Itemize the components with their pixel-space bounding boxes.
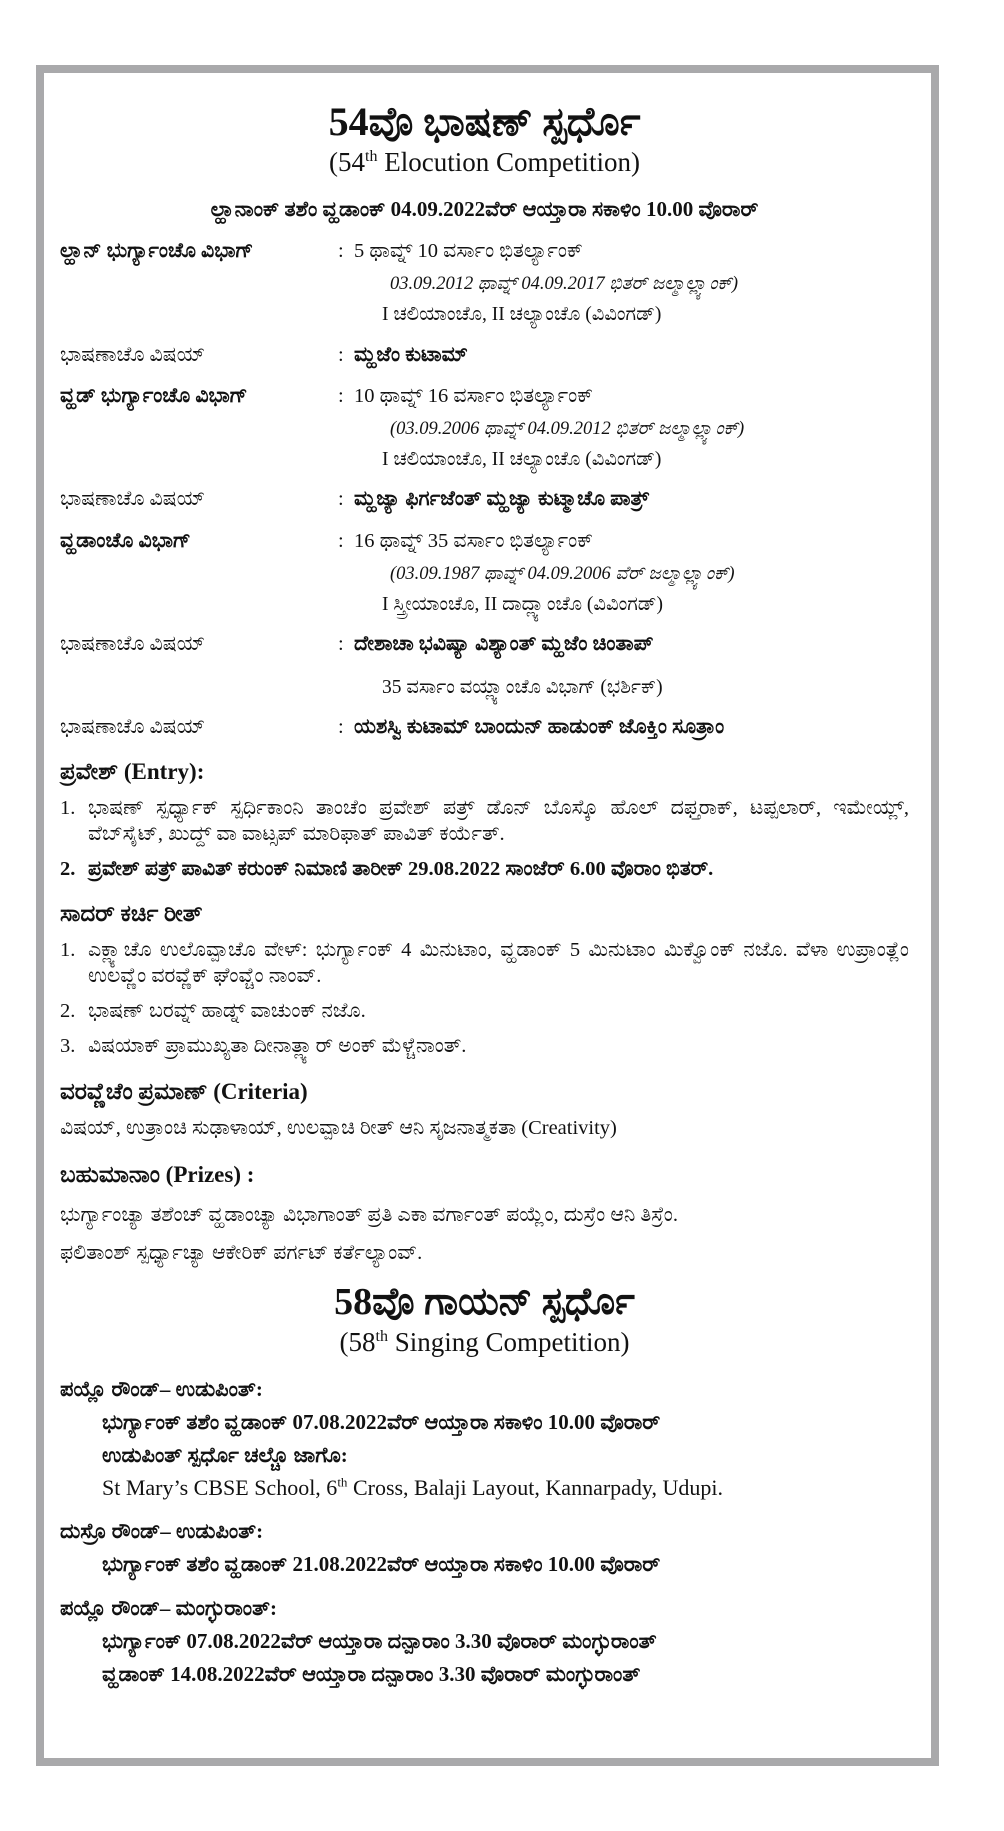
round1-udupi-venue-address (60, 1474, 909, 1503)
elocution-subtitle (60, 145, 909, 180)
entry-heading: ಪ್ರವೇಶ್ (Entry): (60, 758, 205, 784)
round1-udupi-venue-label: ಉಡುಪಿಂತ್ ಸ್ಪರ್ಧೊ ಚಲ್ಚೊ ಜಾಗೊ: (102, 1443, 348, 1468)
category-label: ಲ್ಹಾನ್ ಭುರ್ಗ್ಯಾಂಚೊ ವಿಭಾಗ್ (60, 240, 254, 263)
birth-range-note: 03.09.2012 ಥಾವ್ನ್ 04.09.2017 ಭಿತರ್ ಜಲ್ಮಾಲ್ಲ್ಯಾಂಕ್) (390, 274, 739, 295)
entry-item-1 (60, 795, 909, 848)
entry-item-2 (60, 856, 909, 883)
topic-row-adults (60, 632, 909, 658)
presentation-item-text: ಎಕ್ಲ್ಯಾಚೊ ಉಲೊವ್ಪಾಚೊ ವೇಳ್: ಭುರ್ಗ್ಯಾಂಕ್ 4 ಮಿನುಟಾಂ, ವ್ಹಡಾಂಕ್ 5 ಮಿನುಟಾಂ ಮಿಕ್ವೊಂಕ್ ನಜೊ. ವೆಳಾ ಉಪ್ರಾಂತ್ಲೆಂ ಉಲವ್ಣೆಂ ವರವ್ಣೆಕ್ ಘೆಂವ್ಚೆಂ ನಾಂವ್. (88, 938, 909, 988)
colon-separator: : (338, 240, 344, 263)
singing-subtitle (60, 1325, 909, 1360)
category-row-small-children (60, 239, 909, 265)
topic-label: ಭಾಷಣಾಚೊ ವಿಷಯ್ (60, 343, 206, 366)
round1-udupi-schedule: ಭುರ್ಗ್ಯಾಂಕ್ ತಶೆಂ ವ್ಹಡಾಂಕ್ 07.08.2022ವೆರ್ ಆಯ್ತಾರಾ ಸಕಾಳಿಂ 10.00 ವೊರಾರ್ (102, 1409, 661, 1434)
presentation-item-text: ಭಾಷಣ್ ಬರವ್ನ್ ಹಾಡ್ನ್ ವಾಚುಂಕ್ ನಜೊ. (88, 999, 366, 1022)
round1-mangalore-children-schedule: ಭುರ್ಗ್ಯಾಂಕ್ 07.08.2022ವೆರ್ ಆಯ್ತಾರಾ ದನ್ಪಾರಾಂ 3.30 ವೊರಾರ್ ಮಂಗ್ಳುರಾಂತ್ (102, 1629, 657, 1654)
category-age-range: 10 ಥಾವ್ನ್ 16 ವರ್ಸಾಂ ಭಿತರ್ಲ್ಯಾಂಕ್ (354, 385, 594, 408)
colon-separator: : (338, 488, 344, 511)
list-number: 1. (60, 796, 76, 819)
document-content (44, 73, 931, 1689)
category-row-adults (60, 529, 909, 555)
division-note: I ಸ್ತ್ರೀಯಾಂಚೊ, II ದಾದ್ಲ್ಯಾಂಚೊ (ವಿವಿಂಗಡ್) (382, 593, 663, 615)
colon-separator: : (338, 530, 344, 553)
presentation-item-1 (60, 937, 909, 990)
birth-range-note: (03.09.2006 ಥಾವ್ನ್ 04.09.2012 ಭಿತರ್ ಜಲ್ಮಾಲ್ಲ್ಯಾಂಕ್) (390, 418, 745, 439)
division-note: I ಚಲಿಯಾಂಚೊ, II ಚಲ್ಯಾಂಚೊ (ವಿವಿಂಗಡ್) (382, 304, 662, 326)
elocution-subtitle-post: Elocution Competition) (377, 147, 640, 177)
round2-udupi-heading: ದುಸ್ರೊ ರೌಂಡ್– ಉಡುಪಿಂತ್: (60, 1519, 264, 1544)
prizes-heading: ಬಹುಮಾನಾಂ (Prizes) : (60, 1161, 255, 1187)
topic-value: ಮ್ಹಜೆಂ ಕುಟಾಮ್ (354, 343, 468, 366)
colon-separator: : (338, 633, 344, 656)
presentation-heading: ಸಾದರ್ ಕರ್ಚಿ ರೀತ್ (60, 900, 203, 926)
presentation-item-text: ವಿಷಯಾಕ್ ಪ್ರಾಮುಖ್ಯತಾ ದೀನಾತ್ಲ್ಯಾರ್ ಅಂಕ್ ಮೆಳ್ಚೆನಾಂತ್. (88, 1034, 467, 1057)
topic-row-big-children (60, 487, 909, 513)
topic-label: ಭಾಷಣಾಚೊ ವಿಷಯ್ (60, 633, 206, 656)
criteria-heading: ವರವ್ಣೆಚೆಂ ಪ್ರಮಾಣ್ (Criteria) (60, 1079, 308, 1105)
prizes-text: ಭುರ್ಗ್ಯಾಂಚ್ಯಾ ತಶೆಂಚ್ ವ್ಹಡಾಂಚ್ಯಾ ವಿಭಾಗಾಂತ್ ಪ್ರತಿ ಎಕಾ ವರ್ಗಾಂತ್ ಪಯ್ಲೆಂ, ದುಸ್ರೆಂ ಆನಿ ತಿಸ್ರೆಂ. (60, 1203, 679, 1226)
singing-title: 58ವೊ ಗಾಯನ್ ಸ್ಪರ್ಧೊ (334, 1280, 635, 1323)
list-number: 1. (60, 938, 76, 961)
elocution-subtitle-pre: (54 (329, 147, 366, 177)
topic-row-small-children (60, 343, 909, 369)
topic-label: ಭಾಷಣಾಚೊ ವಿಷಯ್ (60, 488, 206, 511)
elocution-schedule-line: ಲ್ಹಾನಾಂಕ್ ತಶೆಂ ವ್ಹಡಾಂಕ್ 04.09.2022ವೆರ್ ಆಯ್ತಾರಾ ಸಕಾಳಿಂ 10.00 ವೊರಾರ್ (210, 197, 759, 222)
round1-mangalore-adults-schedule: ವ್ಹಡಾಂಕ್ 14.08.2022ವೆರ್ ಆಯ್ತಾರಾ ದನ್ಪಾರಾಂ 3.30 ವೊರಾರ್ ಮಂಗ್ಳುರಾಂತ್ (102, 1662, 641, 1687)
round2-udupi-schedule: ಭುರ್ಗ್ಯಾಂಕ್ ತಶೆಂ ವ್ಹಡಾಂಕ್ 21.08.2022ವೆರ್ ಆಯ್ತಾರಾ ಸಕಾಳಿಂ 10.00 ವೊರಾರ್ (102, 1552, 661, 1577)
colon-separator: : (338, 716, 344, 739)
topic-value: ದೇಶಾಚಾ ಭವಿಷ್ಯಾ ವಿಶ್ಯಾಂತ್ ಮ್ಹಜೆಂ ಚಿಂತಾಪ್ (354, 633, 654, 656)
elocution-title: 54ವೊ ಭಾಷಣ್ ಸ್ಪರ್ಧೊ (328, 99, 641, 144)
category-label: ವ್ಹಡಾಂಚೊ ವಿಭಾಗ್ (60, 530, 191, 553)
venue-ordinal: th (337, 1474, 348, 1490)
presentation-item-2 (60, 998, 909, 1025)
colon-separator: : (338, 385, 344, 408)
elocution-subtitle-ordinal: th (365, 148, 378, 165)
venue-post: Cross, Balaji Layout, Kannarpady, Udupi. (347, 1474, 723, 1500)
criteria-text: ವಿಷಯ್, ಉತ್ರಾಂಚಿ ಸುಢಾಳಾಯ್, ಉಲವ್ಪಾಚಿ ರೀತ್ ಆನಿ ಸೃಜನಾತ್ಮಕತಾ (Creativity) (60, 1117, 617, 1140)
category-label: ವ್ಹಡ್ ಭುರ್ಗ್ಯಾಂಚೊ ವಿಭಾಗ್ (60, 385, 248, 408)
results-text: ಫಲಿತಾಂಶ್ ಸ್ಪರ್ಧ್ಯಾಚ್ಯಾ ಆಕೇರಿಕ್ ಪರ್ಗಟ್ ಕರ್ತೆಲ್ಯಾಂವ್. (60, 1242, 423, 1265)
topic-value: ಮ್ಹಜ್ಯಾ ಫಿರ್ಗಜೆಂತ್ ಮ್ಹಜ್ಯಾ ಕುಟ್ಮಾಚೊ ಪಾತ್ರ್ (354, 488, 649, 511)
venue-pre: St Mary’s CBSE School, 6 (102, 1474, 338, 1500)
category-age-range: 5 ಥಾವ್ನ್ 10 ವರ್ಸಾಂ ಭಿತರ್ಲ್ಯಾಂಕ್ (354, 240, 583, 263)
colon-separator: : (338, 343, 344, 366)
topic-label: ಭಾಷಣಾಚೊ ವಿಷಯ್ (60, 716, 206, 739)
category-above-35: 35 ವರ್ಸಾಂ ವಯ್ಲ್ಯಾಂಚೊ ವಿಭಾಗ್ (ಭರ್ಶಿಕ್) (382, 676, 663, 698)
topic-value: ಯಶಸ್ವಿ ಕುಟಾಮ್ ಬಾಂದುನ್ ಹಾಡುಂಕ್ ಜೊಕ್ತಿಂ ಸೂತ್ರಾಂ (354, 716, 725, 739)
division-note: I ಚಲಿಯಾಂಚೊ, II ಚಲ್ಯಾಂಚೊ (ವಿವಿಂಗಡ್) (382, 449, 662, 471)
topic-row-above-35 (60, 715, 909, 741)
list-number: 3. (60, 1034, 76, 1057)
singing-subtitle-ordinal: th (375, 1327, 388, 1345)
singing-subtitle-post: Singing Competition) (387, 1326, 630, 1357)
category-row-big-children (60, 384, 909, 410)
list-number: 2. (60, 999, 76, 1022)
birth-range-note: (03.09.1987 ಥಾವ್ನ್ 04.09.2006 ವೆರ್ ಜಲ್ಮಾಲ್ಲ್ಯಾಂಕ್) (390, 563, 735, 584)
list-number: 2. (60, 858, 76, 881)
entry-item-text: ಪ್ರವೇಶ್ ಪತ್ರ್ ಪಾವಿತ್ ಕರುಂಕ್ ನಿಮಾಣಿ ತಾರೀಕ್ 29.08.2022 ಸಾಂಜೆರ್ 6.00 ವೊರಾಂ ಭಿತರ್. (88, 858, 714, 881)
entry-item-text: ಭಾಷಣ್ ಸ್ಪರ್ಧ್ಯಾಕ್ ಸ್ಪರ್ಧಿಕಾಂನಿ ತಾಂಚೆಂ ಪ್ರವೇಶ್ ಪತ್ರ್ ಡೊನ್ ಬೊಸ್ಕೊ ಹೊಲ್ ದಫ್ತರಾಕ್, ಟಪ್ಪಲಾರ್, ಇಮೇಯ್ಲ್, ವೆಬ್‌ಸೈಟ್, ಖುದ್ದ್ ವಾ ವಾಟ್ಸಪ್ ಮಾರಿಫಾತ್ ಪಾವಿತ್ ಕರ್ಯೆತ್. (88, 796, 909, 846)
round1-mangalore-heading: ಪಯ್ಲೊ ರೌಂಡ್– ಮಂಗ್ಳುರಾಂತ್: (60, 1595, 278, 1620)
round1-udupi-heading: ಪಯ್ಲೊ ರೌಂಡ್– ಉಡುಪಿಂತ್: (60, 1376, 263, 1401)
presentation-item-3 (60, 1033, 909, 1060)
category-age-range: 16 ಥಾವ್ನ್ 35 ವರ್ಸಾಂ ಭಿತರ್ಲ್ಯಾಂಕ್ (354, 530, 594, 553)
singing-subtitle-pre: (58 (339, 1326, 376, 1357)
document-border-frame (36, 65, 939, 1766)
